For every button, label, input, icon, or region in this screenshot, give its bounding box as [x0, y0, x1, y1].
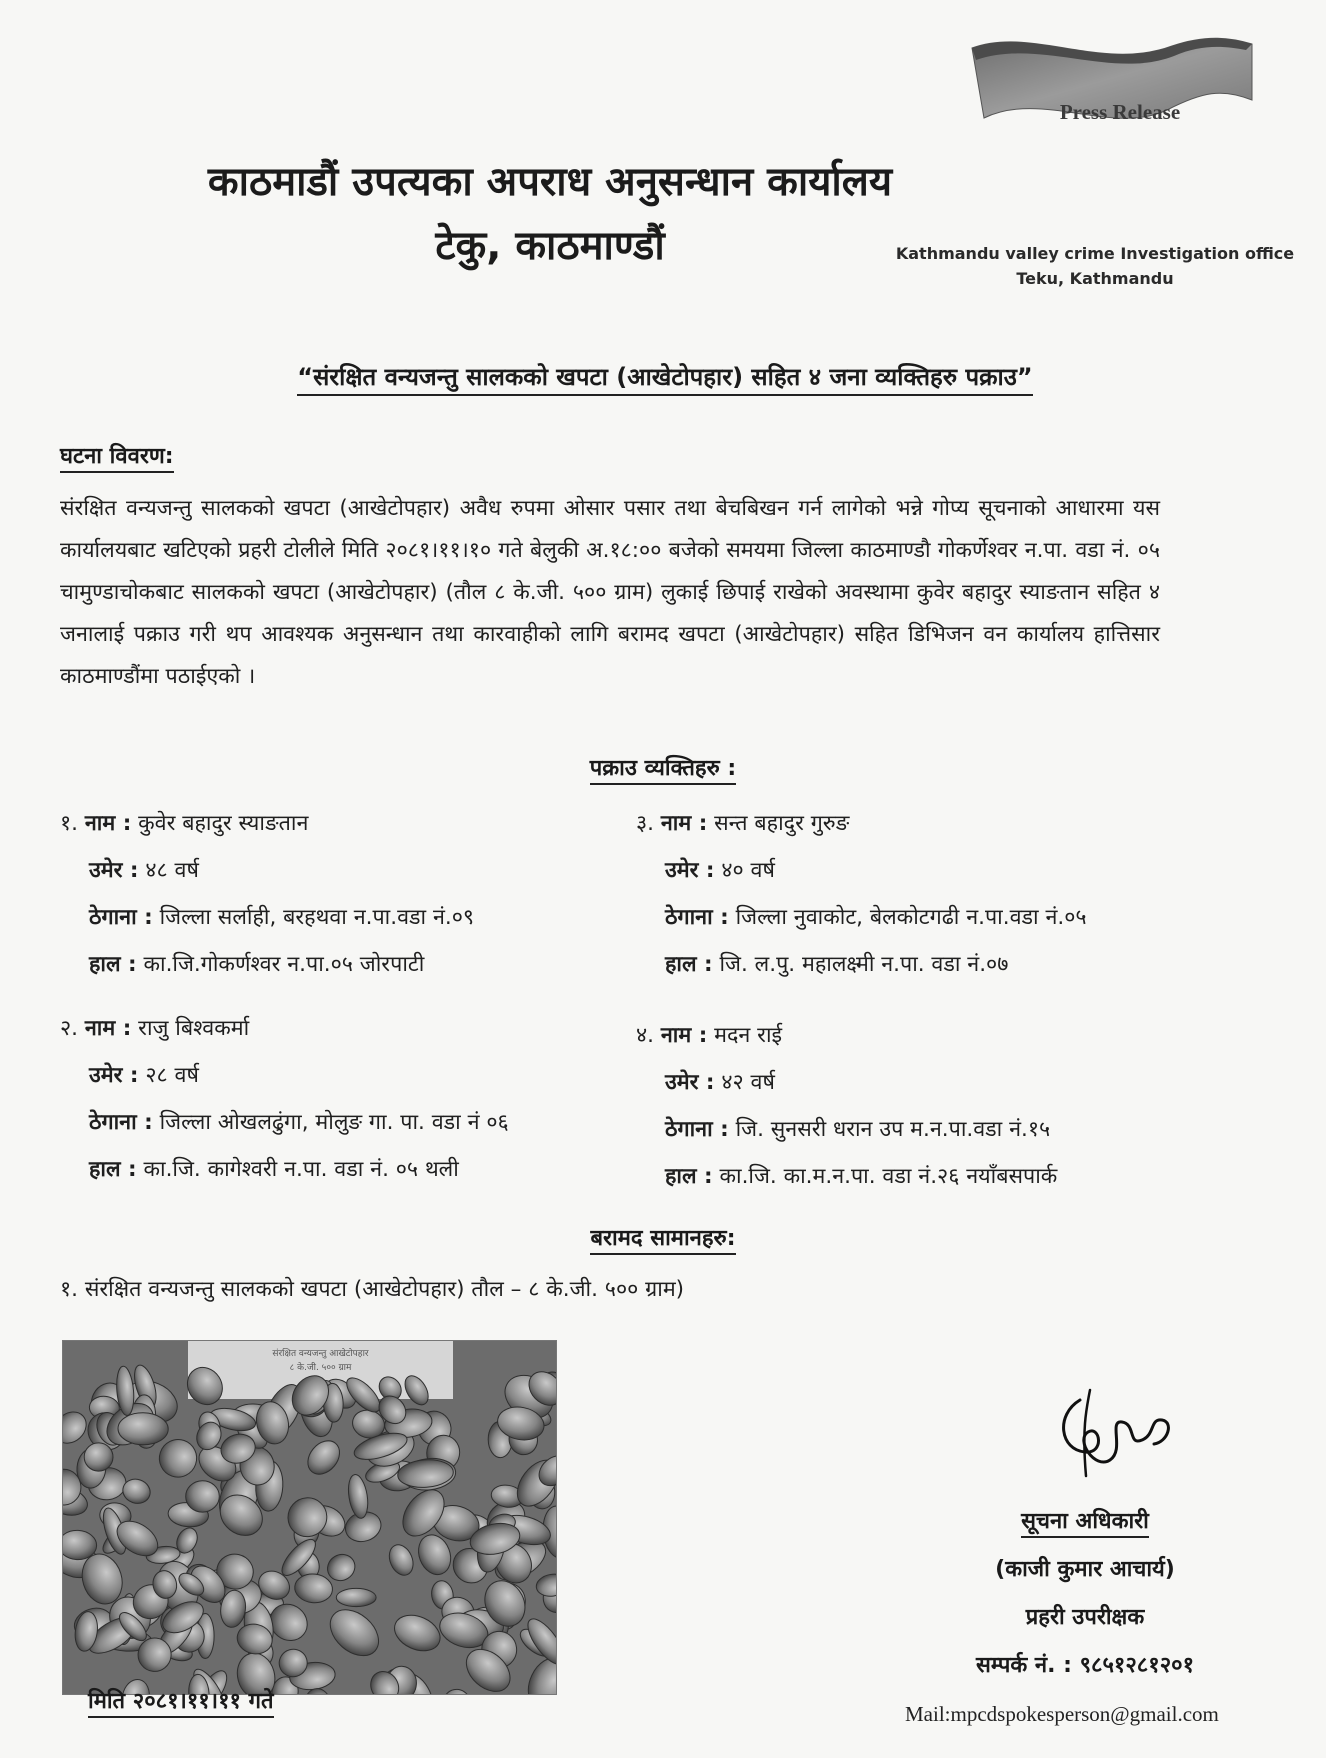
evidence-photo — [62, 1340, 557, 1695]
organization-location: टेकु, काठमाण्डौं — [435, 223, 665, 269]
name-label: नाम : — [660, 1023, 708, 1048]
signatory-title: सूचना अधिकारी — [1021, 1509, 1149, 1538]
signatory-block — [920, 1498, 1250, 1690]
name-label: नाम : — [84, 811, 132, 836]
person-current-address: का.जि.गोकर्णश्वर न.पा.०५ जोरपाटी — [136, 952, 425, 977]
person-age: ४० वर्ष — [714, 858, 775, 883]
person-current-address: का.जि. कागेश्वरी न.पा. वडा नं. ०५ थली — [136, 1157, 459, 1182]
person-age: २८ वर्ष — [138, 1063, 199, 1088]
person-name: राजु बिश्वकर्मा — [131, 1016, 250, 1041]
person-name: कुवेर बहादुर स्याङतान — [131, 811, 309, 836]
press-release-banner — [962, 30, 1262, 142]
signature-image — [1050, 1380, 1180, 1480]
person-address: जिल्ला सर्लाही, बरहथवा न.पा.वडा नं.०९ — [152, 905, 475, 930]
address-label: ठेगाना : — [665, 905, 729, 930]
age-label: उमेर : — [665, 1070, 715, 1095]
name-label: नाम : — [84, 1016, 132, 1041]
organization-name-en: Kathmandu valley crime Investigation office — [895, 244, 1295, 263]
address-label: ठेगाना : — [89, 905, 153, 930]
scale-shape — [118, 1412, 169, 1445]
address-label: ठेगाना : — [89, 1110, 153, 1135]
signatory-name: (काजी कुमार आचार्य) — [995, 1557, 1175, 1582]
person-name: मदन राई — [707, 1023, 783, 1048]
signatory-contact: सम्पर्क नं. : ९८५१२८१२०१ — [975, 1653, 1195, 1678]
date-text: मिति २०८१।११।११ गते — [88, 1689, 274, 1718]
age-label: उमेर : — [89, 1063, 139, 1088]
person-card — [636, 1012, 1057, 1200]
person-current-address: का.जि. का.म.न.पा. वडा नं.२६ नयाँबसपार्क — [712, 1164, 1058, 1189]
current-address-label: हाल : — [665, 952, 713, 977]
photo-caption-line2: ८ के.जी. ५०० ग्राम — [289, 1363, 352, 1373]
scale-shape — [185, 1480, 219, 1512]
release-date — [88, 1685, 274, 1715]
arrested-section — [0, 752, 1326, 782]
organization-name: काठमाडौं उपत्यका अपराध अनुसन्धान कार्यालय — [207, 159, 893, 205]
person-card — [636, 800, 1087, 988]
person-card — [60, 800, 474, 988]
current-address-label: हाल : — [665, 1164, 713, 1189]
person-name: सन्त बहादुर गुरुङ — [707, 811, 850, 836]
recovered-item: १. संरक्षित वन्यजन्तु सालकको खपटा (आखेटोपहार) तौल – ८ के.जी. ५०० ग्राम) — [60, 1277, 685, 1302]
recovered-heading: बरामद सामानहरु: — [590, 1226, 735, 1255]
person-number: ३. — [636, 811, 661, 836]
press-headline — [90, 360, 1240, 393]
contact-email: Mail:mpcdspokesperson@gmail.com — [905, 1702, 1219, 1726]
photo-caption-line1: संरक्षित वन्यजन्तु आखेटोपहार — [272, 1349, 369, 1359]
scale-shape — [336, 1588, 376, 1606]
recovered-section — [0, 1222, 1326, 1252]
incident-section — [60, 440, 174, 470]
person-address: जिल्ला नुवाकोट, बेलकोटगढी न.पा.वडा नं.०५ — [728, 905, 1087, 930]
address-label: ठेगाना : — [665, 1117, 729, 1142]
age-label: उमेर : — [665, 858, 715, 883]
person-address: जिल्ला ओखलढुंगा, मोलुङ गा. पा. वडा नं ०६ — [152, 1110, 509, 1135]
arrested-heading: पक्राउ व्यक्तिहरु : — [590, 756, 736, 785]
person-number: ४. — [636, 1023, 661, 1048]
person-number: १. — [60, 811, 85, 836]
organization-english — [895, 241, 1295, 291]
scale-shape — [84, 1442, 114, 1471]
organization-location-en: Teku, Kathmandu — [1016, 269, 1174, 288]
age-label: उमेर : — [89, 858, 139, 883]
signatory-rank: प्रहरी उपरीक्षक — [1025, 1605, 1145, 1630]
name-label: नाम : — [660, 811, 708, 836]
incident-body: संरक्षित वन्यजन्तु सालकको खपटा (आखेटोपहार) अवैध रुपमा ओसार पसार तथा बेचबिखन गर्न लागेको भन्ने गोप्य सूचनाको आधारमा यस कार्यालयबाट खटिएको प्रहरी टोलीले मिति २०८१।११।१० गते बेलुकी अ.१८:०० बजेको समयमा जिल्ला काठमाण्डौ गोकर्णेश्वर न.पा. वडा नं. ०५ चामुण्डाचोकबाट सालकको खपटा (आखेटोपहार) (तौल ८ के.जी. ५०० ग्राम) लुकाई छिपाई राखेको अवस्थामा कुवेर बहादुर स्याङतान सहित ४ जनालाई पक्राउ गरी थप आवश्यक अनुसन्धान तथा कारवाहीको लागि बरामद खपटा (आखेटोपहार) सहित डिभिजन वन कार्यालय हात्तिसार काठमाण्डौंमा पठाईएको । — [60, 496, 1160, 689]
press-release-label: Press Release — [1059, 100, 1181, 124]
person-address: जि. सुनसरी धरान उप म.न.पा.वडा नं.१५ — [728, 1117, 1051, 1142]
current-address-label: हाल : — [89, 1157, 137, 1182]
headline-text: “संरक्षित वन्यजन्तु सालकको खपटा (आखेटोपहार) सहित ४ जना व्यक्तिहरु पक्राउ” — [297, 363, 1032, 396]
current-address-label: हाल : — [89, 952, 137, 977]
person-number: २. — [60, 1016, 85, 1041]
person-card — [60, 1005, 509, 1193]
person-current-address: जि. ल.पु. महालक्ष्मी न.पा. वडा नं.०७ — [712, 952, 1009, 977]
person-age: ४८ वर्ष — [138, 858, 199, 883]
person-age: ४२ वर्ष — [714, 1070, 775, 1095]
incident-heading: घटना विवरण: — [60, 444, 174, 473]
organization-heading — [100, 150, 1000, 278]
pangolin-scales-image — [63, 1341, 556, 1694]
